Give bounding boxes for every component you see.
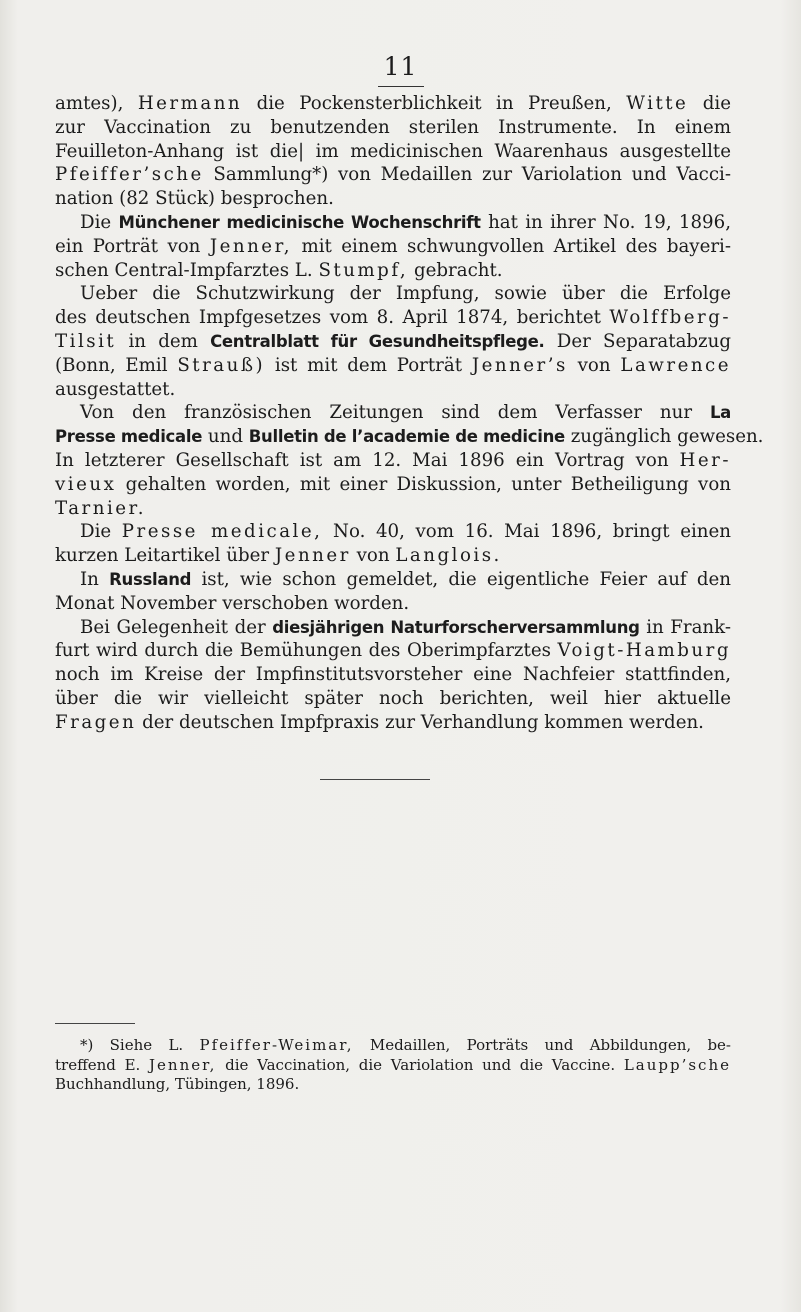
text-run: No. 40, vom 16. Mai 1896, bringt einen	[322, 521, 731, 543]
text-run: In letzterer Gesellschaft ist am 12. Mai 1896 ein Vortrag von	[55, 449, 680, 471]
text-run: kurzen Leitartikel über	[55, 545, 275, 567]
text-line	[55, 187, 731, 211]
text-line	[55, 116, 731, 140]
text-run: die Vaccination, die Variolation und die Vaccine.	[216, 1055, 624, 1074]
text-run: die Pockensterblichkeit in Preußen,	[242, 93, 627, 114]
footnote-divider	[55, 1023, 135, 1024]
text-run: Feuilleton-Anhang ist die| im medicinischen Waarenhaus ausgestellte	[55, 140, 731, 162]
text-run: in dem	[116, 330, 211, 352]
spaced-name: Wolffberg-	[609, 307, 731, 329]
spaced-name: Stumpf,	[318, 259, 409, 281]
text-run: nation (82 Stück) besprochen.	[55, 188, 334, 210]
spaced-name: Jenner,	[149, 1055, 217, 1074]
text-run: der deutschen Impfpraxis zur Verhandlung kommen werden.	[136, 711, 704, 733]
spaced-name: vieux	[55, 473, 117, 495]
page-number-underline	[378, 86, 424, 87]
text-run: Bei Gelegenheit der	[80, 616, 273, 638]
text-line	[55, 568, 731, 592]
text-line	[55, 378, 731, 402]
text-run: Monat November verschoben worden.	[55, 592, 410, 614]
text-run: die	[688, 93, 731, 114]
text-run: von	[350, 545, 396, 567]
text-run: ein Porträt von	[55, 235, 210, 257]
text-line	[55, 520, 731, 544]
section-divider	[320, 779, 430, 780]
bold-title: Münchener medicinische Wochenschrift	[118, 212, 481, 232]
footnote-line	[55, 1056, 731, 1076]
spaced-name: Tarnier.	[55, 497, 147, 519]
spaced-name: Strauß)	[177, 354, 266, 376]
text-line	[55, 592, 731, 616]
text-run: treffend E.	[55, 1055, 150, 1074]
text-run: in Frank-	[639, 616, 731, 638]
text-run: Die	[80, 211, 119, 233]
text-run: ist mit dem Porträt	[265, 354, 472, 376]
text-run: schen Central-Impfarztes L.	[55, 259, 319, 281]
bold-title: La	[709, 403, 731, 423]
text-run: hat in ihrer No. 19, 1896,	[480, 211, 731, 233]
text-line	[55, 711, 731, 735]
spaced-name: Laupp’sche	[623, 1055, 731, 1074]
text-run: In	[80, 568, 110, 590]
text-line	[55, 282, 731, 306]
text-run: furt wird durch die Bemühungen des Oberimpfarztes	[55, 640, 558, 662]
bold-title: Bulletin de l’academie de medicine	[248, 427, 565, 447]
spaced-name: Presse medicale,	[121, 521, 323, 543]
page-number: 11	[383, 52, 418, 81]
footnotes	[55, 1036, 731, 1095]
spaced-name: Witte	[626, 93, 689, 114]
text-line	[55, 92, 731, 116]
text-line	[55, 687, 731, 711]
text-line	[55, 211, 731, 235]
text-run: von	[567, 354, 621, 376]
spaced-name: Jenner’s	[471, 354, 568, 376]
text-run: Ueber die Schutzwirkung der Impfung, sowie über die Erfolge	[80, 283, 731, 305]
text-run: noch im Kreise der Impfinstitutsvorsteher eine Nachfeier stattfinden,	[55, 664, 731, 686]
text-run: mit einem schwungvollen Artikel des bayeri-	[292, 235, 732, 257]
text-line	[55, 449, 731, 473]
spaced-name: Fragen	[55, 711, 137, 733]
text-run: ist, wie schon gemeldet, die eigentliche Feier auf den	[191, 568, 732, 590]
text-line	[55, 259, 731, 283]
text-run: Buchhandlung, Tübingen, 1896.	[55, 1075, 300, 1094]
bold-title: Centralblatt für Gesundheitspflege.	[210, 331, 545, 351]
bold-title: diesjährigen Naturforscherversammlung	[272, 617, 640, 637]
text-line	[55, 639, 731, 663]
spaced-name: Tilsit	[55, 330, 117, 352]
text-run: zugänglich gewesen.	[564, 426, 764, 448]
text-line	[55, 140, 731, 164]
text-line	[55, 497, 731, 521]
text-run: Die	[80, 521, 122, 543]
text-run: und	[202, 426, 249, 448]
text-run: amtes),	[55, 93, 138, 114]
text-line	[55, 473, 731, 497]
text-line	[55, 616, 731, 640]
footnote-line	[55, 1036, 731, 1056]
bold-title: Presse medicale	[55, 427, 203, 447]
text-line	[55, 235, 731, 259]
text-line	[55, 544, 731, 568]
text-run: des deutschen Impfgesetzes vom 8. April 1874, berichtet	[55, 307, 610, 329]
spaced-name: Langlois.	[395, 545, 502, 567]
text-run: gehalten worden, mit einer Diskussion, unter Betheiligung von	[116, 473, 731, 495]
text-run: Der Separatabzug	[544, 330, 731, 352]
text-line	[55, 663, 731, 687]
spaced-name: Pfeiffer-Weimar,	[199, 1036, 354, 1054]
text-line	[55, 401, 731, 425]
spaced-name: Lawrence	[620, 354, 731, 376]
text-run: ausgestattet.	[55, 378, 176, 400]
bold-title: Russland	[109, 569, 192, 589]
text-line	[55, 330, 731, 354]
body-text	[55, 92, 764, 735]
text-run: über die wir vielleicht später noch berichten, weil hier aktuelle	[55, 687, 731, 709]
text-run: zur Vaccination zu benutzenden sterilen Instrumente. In einem	[55, 116, 731, 138]
text-line	[55, 425, 764, 449]
text-run: (Bonn, Emil	[55, 354, 178, 376]
spaced-name: Her-	[679, 449, 731, 471]
text-run: Von den französischen Zeitungen sind dem Verfasser nur	[80, 402, 710, 424]
text-run: Sammlung*) von Medaillen zur Variolation und Vacci-	[203, 164, 731, 186]
spaced-name: Jenner,	[209, 235, 293, 257]
spaced-name: Hermann	[137, 93, 243, 114]
spaced-name: Voigt-Hamburg	[557, 640, 731, 662]
text-line	[55, 354, 731, 378]
text-run: *) Siehe L.	[80, 1036, 200, 1054]
text-line	[55, 306, 731, 330]
text-line	[55, 163, 731, 187]
footnote-line	[55, 1075, 731, 1095]
spaced-name: Jenner	[274, 545, 351, 567]
text-run: Medaillen, Porträts und Abbildungen, be-	[353, 1036, 732, 1054]
spaced-name: Pfeiffer’sche	[55, 164, 204, 186]
text-run: gebracht.	[408, 259, 503, 281]
